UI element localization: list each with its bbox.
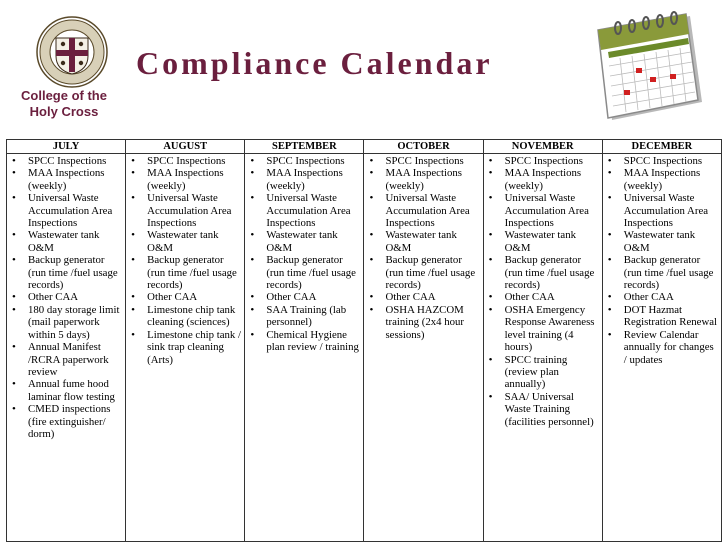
month-header-october: OCTOBER (364, 140, 483, 154)
task-item: • 180 day storage limit (mail paperwork within 5 days) (7, 304, 125, 341)
month-cell-november (483, 154, 602, 542)
task-item: • MAA Inspections (weekly) (364, 167, 482, 192)
month-header-november: NOVEMBER (483, 140, 602, 154)
month-cell-september (245, 154, 364, 542)
month-cell-august (126, 154, 245, 542)
task-item: • SPCC Inspections (603, 155, 721, 167)
month-header-row (7, 140, 722, 154)
college-name (0, 88, 128, 120)
task-item: • Other CAA (245, 291, 363, 303)
task-item: • Wastewater tank O&M (126, 229, 244, 254)
task-item: • Other CAA (126, 291, 244, 303)
task-list-november (484, 154, 602, 428)
task-list-september (245, 154, 363, 354)
task-item: • Annual Manifest /RCRA paperwork review (7, 341, 125, 378)
task-item: • Wastewater tank O&M (603, 229, 721, 254)
task-item: • Universal Waste Accumulation Area Inspections (603, 192, 721, 229)
month-cell-december (602, 154, 721, 542)
task-item: • CMED inspections (fire extinguisher/ dorm) (7, 403, 125, 440)
task-item: • Limestone chip tank / sink trap cleaning (Arts) (126, 329, 244, 366)
task-list-august (126, 154, 244, 366)
task-item: • SPCC Inspections (364, 155, 482, 167)
compliance-calendar-table (6, 139, 722, 542)
task-item: • Limestone chip tank cleaning (sciences) (126, 304, 244, 329)
task-item: • Other CAA (603, 291, 721, 303)
task-item: • SPCC Inspections (126, 155, 244, 167)
task-item: • SAA Training (lab personnel) (245, 304, 363, 329)
month-cell-july (7, 154, 126, 542)
slide-header (0, 0, 728, 140)
task-item: • SPCC Inspections (245, 155, 363, 167)
task-item: • DOT Hazmat Registration Renewal (603, 304, 721, 329)
task-item: • SPCC training (review plan annually) (484, 354, 602, 391)
task-item: • Backup generator (run time /fuel usage records) (7, 254, 125, 291)
month-header-september: SEPTEMBER (245, 140, 364, 154)
task-item: • Wastewater tank O&M (364, 229, 482, 254)
task-item: • OSHA HAZCOM training (2x4 hour sessions) (364, 304, 482, 341)
task-item: • Universal Waste Accumulation Area Inspections (484, 192, 602, 229)
task-item: • OSHA Emergency Response Awareness level training (4 hours) (484, 304, 602, 354)
task-item: • Wastewater tank O&M (245, 229, 363, 254)
month-header-december: DECEMBER (602, 140, 721, 154)
month-header-august: AUGUST (126, 140, 245, 154)
month-header-july: JULY (7, 140, 126, 154)
task-item: • MAA Inspections (weekly) (126, 167, 244, 192)
month-items-row (7, 154, 722, 542)
college-name-line-1: College of the (21, 88, 107, 103)
calendar-icon (580, 8, 708, 126)
page-title: Compliance Calendar (136, 45, 493, 81)
college-seal-icon (36, 16, 108, 88)
task-list-july (7, 154, 125, 440)
task-list-october (364, 154, 482, 341)
task-item: • Wastewater tank O&M (7, 229, 125, 254)
task-item: • Universal Waste Accumulation Area Inspections (245, 192, 363, 229)
task-item: • MAA Inspections (weekly) (7, 167, 125, 192)
task-list-december (603, 154, 721, 366)
task-item: • Other CAA (7, 291, 125, 303)
task-item: • SPCC Inspections (484, 155, 602, 167)
task-item: • Backup generator (run time /fuel usage records) (484, 254, 602, 291)
task-item: • Backup generator (run time /fuel usage records) (126, 254, 244, 291)
task-item: • MAA Inspections (weekly) (484, 167, 602, 192)
task-item: • Wastewater tank O&M (484, 229, 602, 254)
task-item: • Universal Waste Accumulation Area Inspections (126, 192, 244, 229)
task-item: • MAA Inspections (weekly) (245, 167, 363, 192)
task-item: • Other CAA (364, 291, 482, 303)
task-item: • Other CAA (484, 291, 602, 303)
task-item: • Universal Waste Accumulation Area Inspections (364, 192, 482, 229)
task-item: • Chemical Hygiene plan review / training (245, 329, 363, 354)
task-item: • Universal Waste Accumulation Area Inspections (7, 192, 125, 229)
task-item: • Backup generator (run time /fuel usage records) (245, 254, 363, 291)
task-item: • Backup generator (run time /fuel usage records) (603, 254, 721, 291)
task-item: • SAA/ Universal Waste Training (facilities personnel) (484, 391, 602, 428)
college-name-line-2: Holy Cross (29, 104, 99, 119)
task-item: • SPCC Inspections (7, 155, 125, 167)
month-cell-october (364, 154, 483, 542)
task-item: • Review Calendar annually for changes / updates (603, 329, 721, 366)
task-item: • Annual fume hood laminar flow testing (7, 378, 125, 403)
task-item: • Backup generator (run time /fuel usage records) (364, 254, 482, 291)
task-item: • MAA Inspections (weekly) (603, 167, 721, 192)
